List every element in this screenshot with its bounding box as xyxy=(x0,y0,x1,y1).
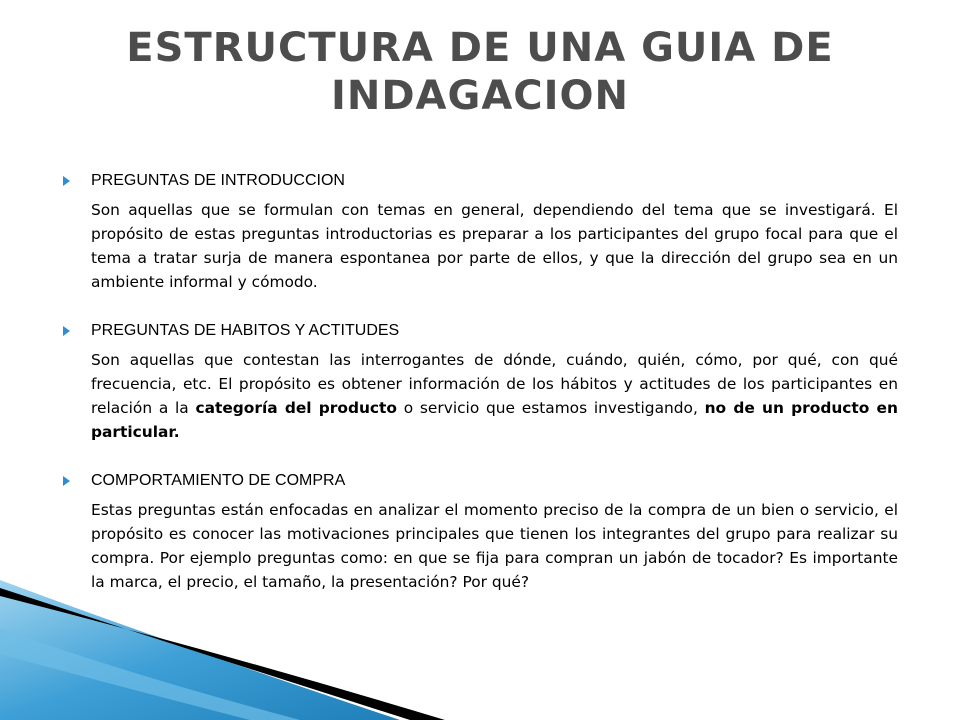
body-bold-text: categoría del producto xyxy=(195,399,397,417)
body-text: Son aquellas que contestan las interrogantes de dónde, cuándo, quién, cómo, por qué, con qué frecuencia, etc. El propósito es obtener información de los hábitos y actitudes de los participantes en relación a la xyxy=(91,351,898,417)
section-compra xyxy=(60,470,898,594)
section-body: Son aquellas que se formulan con temas en general, dependiendo del tema que se investigará. El propósito de estas preguntas introductorias es preparar a los participantes del grupo focal para que el tema a tratar surja de manera espontanea por parte de ellos, y que la dirección del grupo sea en un ambiente informal y cómodo. xyxy=(91,201,898,291)
slide-title: ESTRUCTURA DE UNA GUIA DE INDAGACION xyxy=(126,25,834,119)
section-heading xyxy=(60,170,898,192)
slide-content xyxy=(60,170,898,620)
body-text: o servicio que estamos investigando, xyxy=(403,399,698,417)
section-heading-text: COMPORTAMIENTO DE COMPRA xyxy=(91,472,346,489)
triangle-bullet-icon xyxy=(63,326,70,336)
section-body xyxy=(91,348,898,444)
decorative-swoosh xyxy=(0,580,960,720)
triangle-bullet-icon xyxy=(63,476,70,486)
section-heading xyxy=(60,470,898,492)
section-heading-text: PREGUNTAS DE INTRODUCCION xyxy=(91,172,345,189)
section-heading-text: PREGUNTAS DE HABITOS Y ACTITUDES xyxy=(91,322,400,339)
section-heading xyxy=(60,320,898,342)
section-habitos xyxy=(60,320,898,444)
section-introduccion xyxy=(60,170,898,294)
section-body: Estas preguntas están enfocadas en analizar el momento preciso de la compra de un bien o servicio, el propósito es conocer las motivaciones principales que tienen los integrantes del grupo para realizar su compra. Por ejemplo preguntas como: en que se fija para compran un jabón de tocador? Es importante la marca, el precio, el tamaño, la presentación? Por qué? xyxy=(91,501,898,591)
triangle-bullet-icon xyxy=(63,176,70,186)
body-bold-text: no de un producto en particular. xyxy=(91,399,898,441)
